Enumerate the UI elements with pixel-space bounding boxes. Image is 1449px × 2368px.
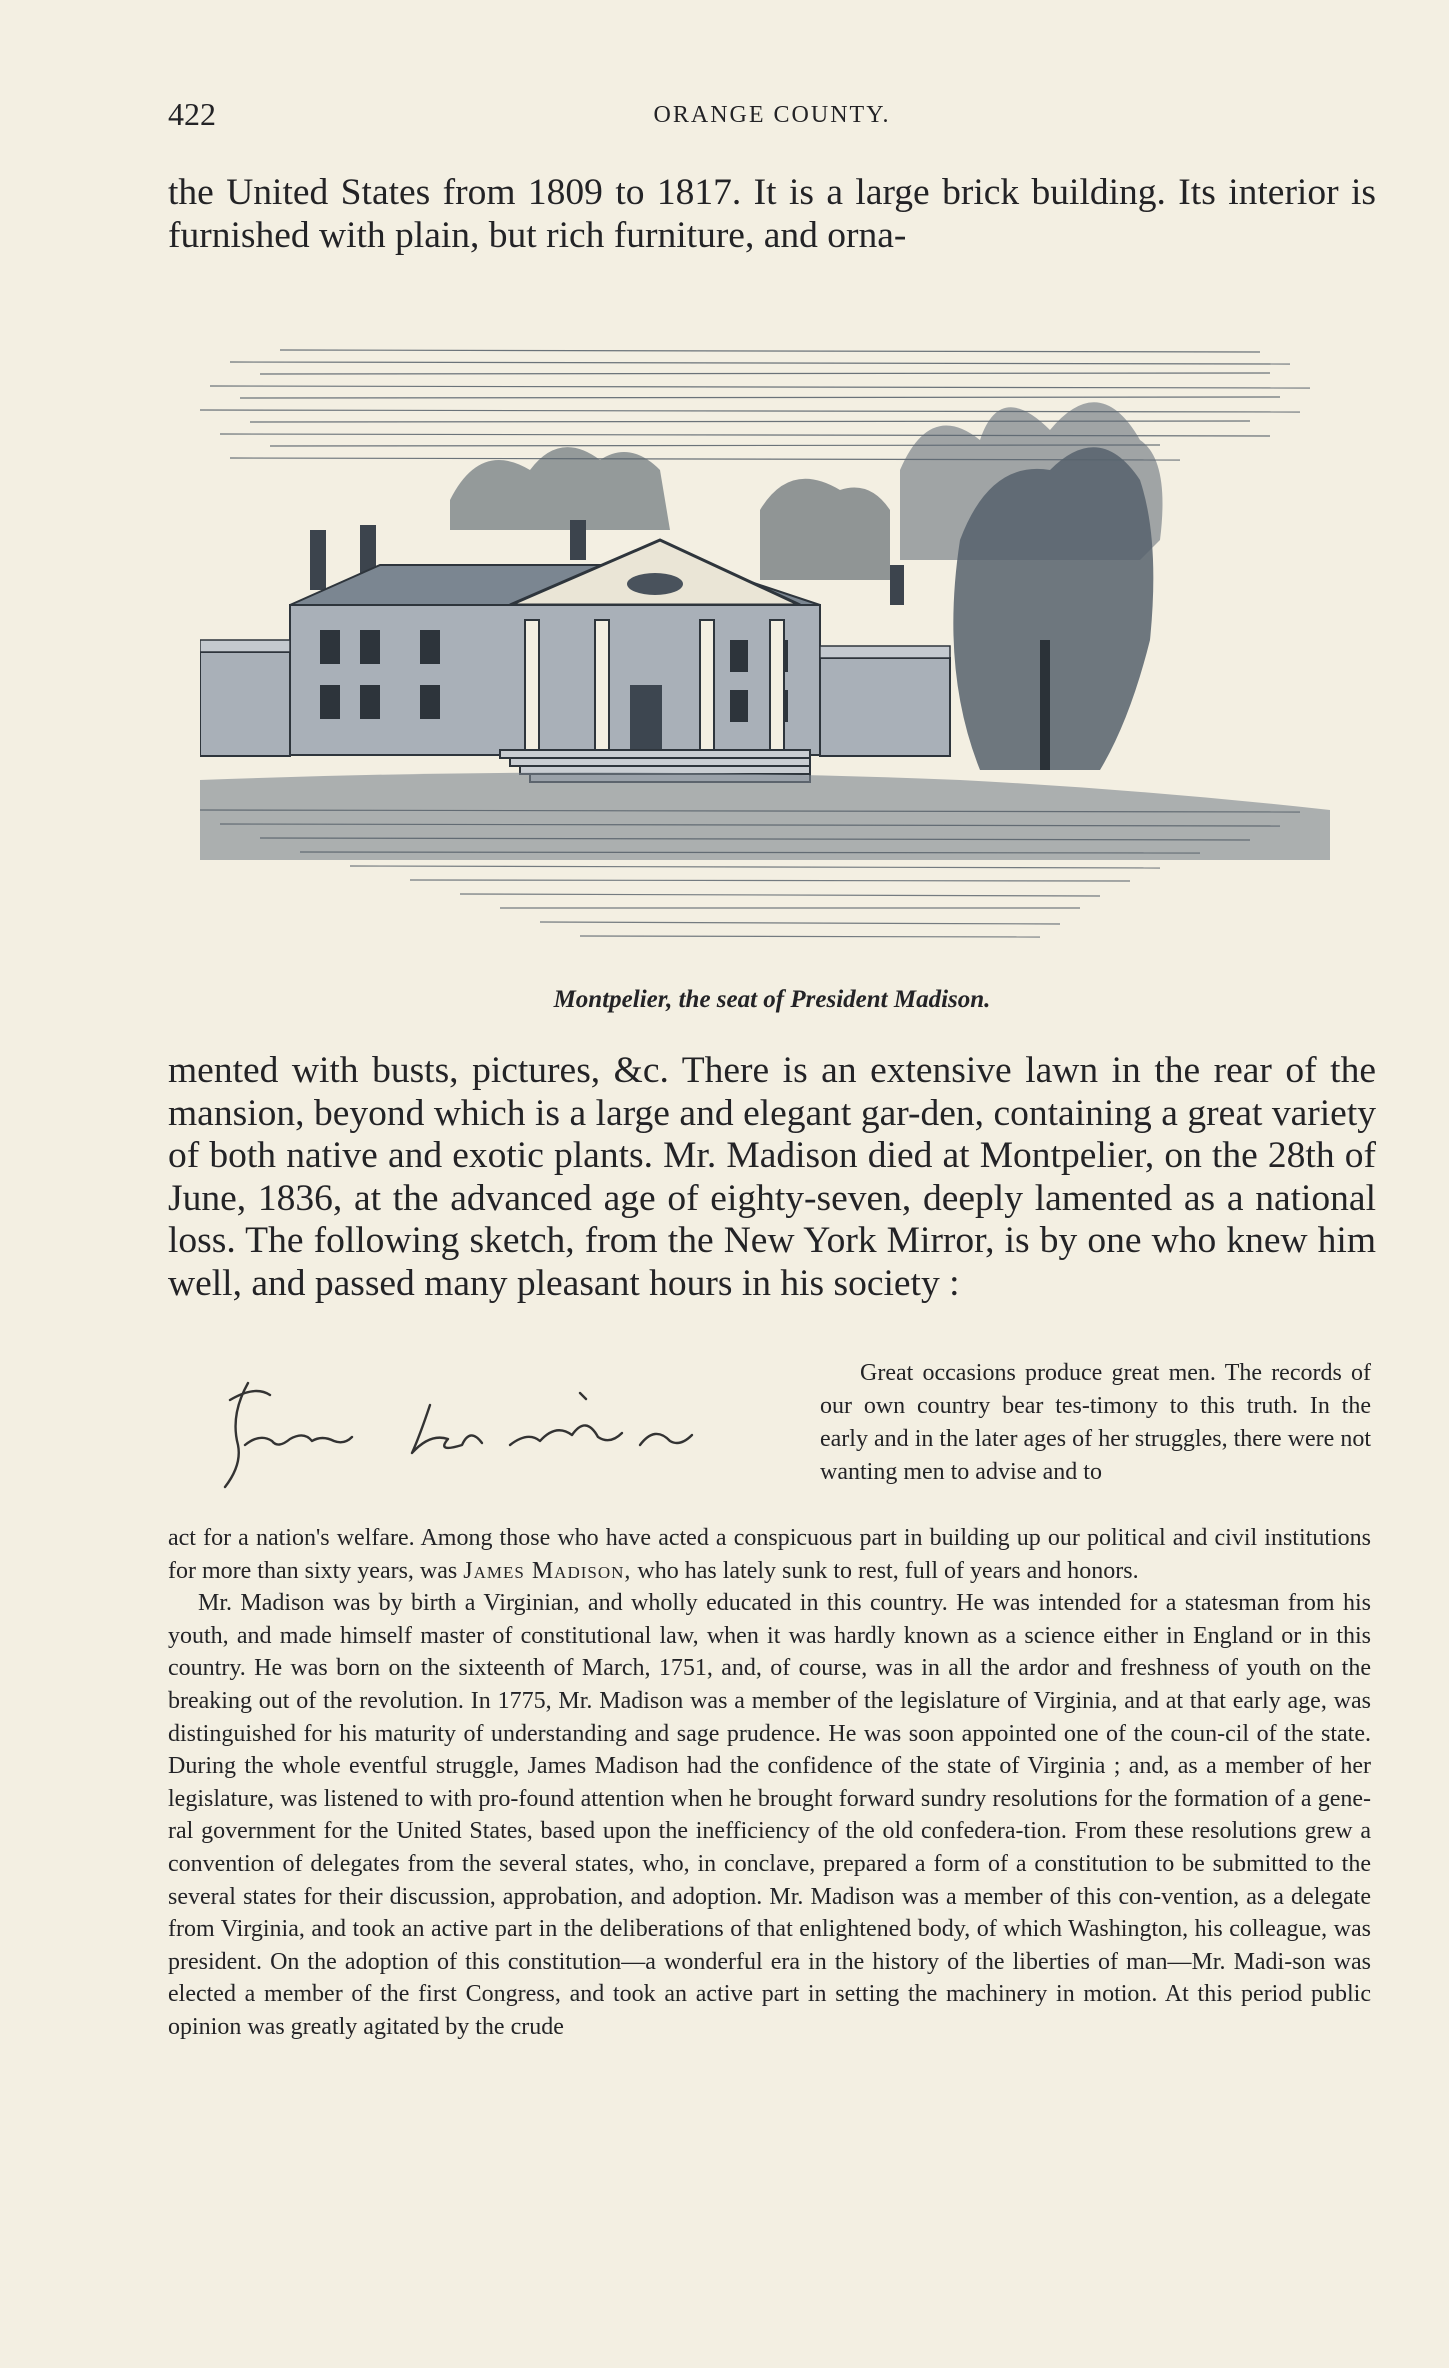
- madison-signature-image: [200, 1375, 800, 1495]
- continued-text: mented with busts, pictures, &c. There is an extensive lawn in the rear of the mansion, beyond which is a large and elegant gar-den, containing a great variety of both native and exotic plants. Mr. Madison died at Montpelier, on the 28th of June, 1836, at the advanced age of eighty-seven, deeply lamented as a national loss. The following sketch, from the New York Mirror, is by one who knew him well, and passed many pleasant hours in his society :: [168, 1050, 1376, 1304]
- sketch-body: [168, 1522, 1371, 2044]
- continued-paragraph: [168, 1050, 1376, 1305]
- sketch-lead-paragraph: [820, 1357, 1371, 1489]
- running-head: ORANGE COUNTY.: [653, 102, 891, 128]
- sketch-paragraph-1-start: act for a nation's welfare. Among those who have acted a conspicuous part in building up our political and civil institutions for more than sixty years, was: [168, 1525, 1371, 1584]
- sketch-paragraph-1-end: who has lately sunk to rest, full of years and honors.: [637, 1557, 1139, 1584]
- engraving-illustration: [200, 340, 1330, 980]
- sketch-paragraph-1: [168, 1522, 1371, 1587]
- figure-caption: Montpelier, the seat of President Madison.: [553, 986, 991, 1013]
- intro-text: the United States from 1809 to 1817. It is a large brick building. Its interior is furnished with plain, but rich furniture, and orna-: [168, 172, 1376, 256]
- sketch-lead-text: Great occasions produce great men. The records of our own country bear tes-timony to this truth. In the early and in the later ages of her struggles, there were not wanting men to advise and to: [820, 1360, 1371, 1485]
- page-number: 422: [168, 96, 216, 132]
- montpelier-engraving: [200, 340, 1330, 980]
- person-name-madison: James Madison,: [463, 1557, 632, 1584]
- handwritten-signature: [200, 1375, 800, 1495]
- intro-paragraph: [168, 172, 1376, 257]
- sketch-paragraph-2: Mr. Madison was by birth a Virginian, and wholly educated in this country. He was intended for a statesman from his youth, and made himself master of constitutional law, when it was hardly known as a science either in England or in this country. He was born on the sixteenth of March, 1751, and, of course, was in all the ardor and freshness of youth on the breaking out of the revolution. In 1775, Mr. Madison was a member of the legislature of Virginia, and at that early age, was distinguished for his maturity of understanding and sage prudence. He was soon appointed one of the coun-cil of the state. During the whole eventful struggle, James Madison had the confidence of the state of Virginia ; and, as a member of her legislature, was listened to with pro-found attention when he brought forward sundry resolutions for the formation of a gene-ral government for the United States, based upon the inefficiency of the old confedera-tion. From these resolutions grew a convention of delegates from the several states, who, in conclave, prepared a form of a constitution to be submitted to the several states for their discussion, approbation, and adoption. Mr. Madison was a member of this con-vention, as a delegate from Virginia, and took an active part in the deliberations of that enlightened body, of which Washington, his colleague, was president. On the adoption of this constitution—a wonderful era in the history of the liberties of man—Mr. Madi-son was elected a member of the first Congress, and took an active part in setting the machinery in motion. At this period public opinion was greatly agitated by the crude: [168, 1590, 1371, 2040]
- page-header: [168, 96, 1376, 140]
